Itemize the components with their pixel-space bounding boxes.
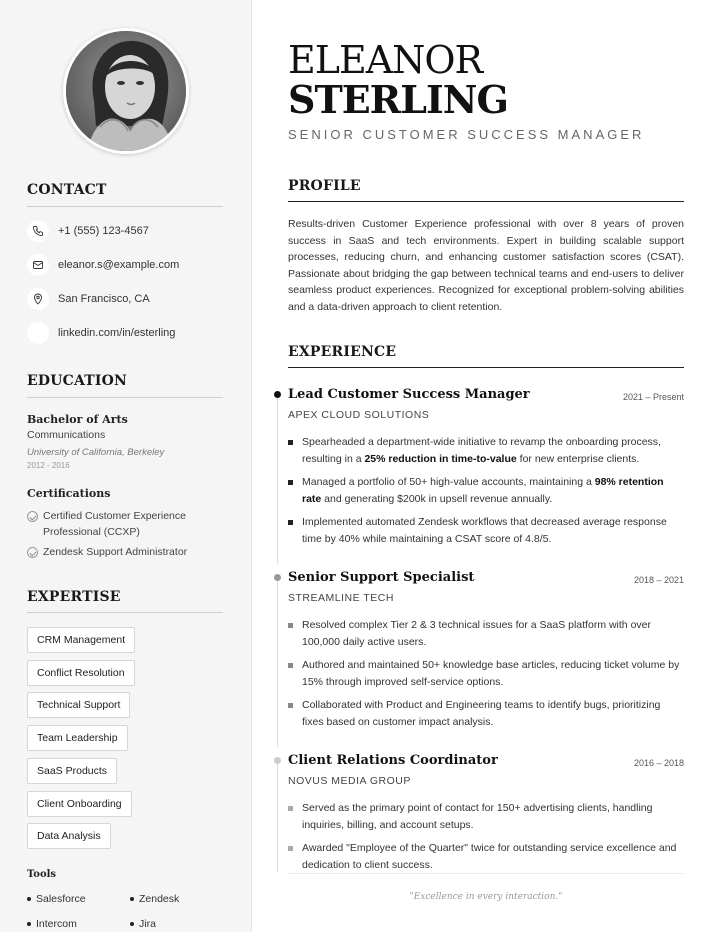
certification-line: Professional (CCXP) [43,526,140,538]
company-name: STREAMLINE TECH [288,592,394,604]
education-heading: EDUCATION [27,373,128,389]
contact-location [27,288,150,310]
bullet-text: Awarded "Employee of the Quarter" twice for outstanding service excellence and dedication to client success. [302,842,677,871]
company-name: APEX CLOUD SOLUTIONS [288,409,430,421]
degree: Bachelor of Arts [27,413,128,426]
tools-heading: Tools [27,869,57,880]
tool-item [27,918,77,930]
company-name: NOVUS MEDIA GROUP [288,775,411,787]
timeline-dot [274,757,281,764]
contact-linkedin[interactable] [27,322,175,344]
tool-label: Intercom [36,918,77,930]
bullet-text: for new enterprise clients. [516,452,640,465]
location-text: San Francisco, CA [58,293,150,305]
bullet-text: and generating $200k in upsell revenue annually. [321,492,553,505]
tool-item [130,893,179,905]
first-name: ELEANOR [288,38,483,82]
education-years: 2012 - 2016 [27,461,70,470]
profile-summary: Results-driven Customer Experience professional with over 8 years of proven success in SaaS and tech environments. Expert in building scalable support processes, reducing churn, and enhancing customer satisfaction scores (CSAT). Passionate about bridging the gap between technical teams and end-users to deliver seamless product experiences. Recognized for exceptional problem-solving abilities and a data-driven approach to client retention. [288,218,684,313]
profile-photo [63,28,189,154]
bullet-text: Authored and maintained 50+ knowledge base articles, reducing ticket volume by 15% through improved self-service options. [302,659,680,688]
bullet-highlight: 25% reduction in time-to-value [364,452,517,465]
phone-text: +1 (555) 123-4567 [58,225,149,237]
job-role: SENIOR CUSTOMER SUCCESS MANAGER [288,127,645,142]
linkedin-icon [27,322,49,344]
job-title: Client Relations Coordinator [288,753,498,768]
profile-heading: PROFILE [288,178,361,194]
skill-tag: Data Analysis [27,823,111,849]
job-dates: 2021 – Present [622,392,684,402]
certification-item [27,544,227,560]
phone-icon [27,220,49,242]
contact-phone[interactable] [27,220,149,242]
job-title: Lead Customer Success Manager [288,387,530,402]
skill-tag: Client Onboarding [27,791,132,817]
tool-item [130,918,156,930]
job-title: Senior Support Specialist [288,570,475,585]
expertise-divider [27,612,223,613]
school: University of California, Berkeley [27,447,165,458]
check-circle-icon [27,547,38,558]
timeline-dot [274,574,281,581]
main-content [252,0,720,932]
tool-item [27,893,86,905]
tool-label: Salesforce [36,893,86,905]
timeline-line [277,396,278,564]
expertise-heading: EXPERTISE [27,589,121,605]
timeline-dot [274,391,281,398]
sidebar [0,0,252,932]
certification-line: Zendesk Support Administrator [43,546,188,558]
skill-tag: CRM Management [27,627,135,653]
bullet-text: Collaborated with Product and Engineering teams to identify bugs, prioritizing fixes based on customer impact analysis. [302,699,661,728]
education-divider [27,397,223,398]
contact-email[interactable] [27,254,179,276]
location-pin-icon [27,288,49,310]
contact-heading: CONTACT [27,182,107,198]
last-name: STERLING [288,77,508,122]
check-circle-icon [27,511,38,522]
certification-item [27,508,227,540]
job-dates: 2016 – 2018 [633,758,684,768]
bullet-text: Spearheaded a department-wide initiative to revamp the onboarding process, resulting in a [302,436,661,465]
field-of-study: Communications [27,429,106,441]
job-dates: 2018 – 2021 [633,575,684,585]
mail-icon [27,254,49,276]
timeline-line [277,762,278,872]
skill-tag: Technical Support [27,692,130,718]
timeline-line [277,579,278,747]
bullet-highlight: 98% retention rate [302,476,664,505]
bullet-text: Resolved complex Tier 2 & 3 technical issues for a SaaS platform with over 100,000 daily active users. [302,619,651,648]
email-text: eleanor.s@example.com [58,259,180,271]
experience-divider [288,367,684,368]
certification-line: Certified Customer Experience [43,510,186,522]
bullet-text: Managed a portfolio of 50+ high-value accounts, maintaining a [302,476,595,488]
skill-tag: Team Leadership [27,725,128,751]
tool-label: Zendesk [139,893,180,905]
bullet-text: Implemented automated Zendesk workflows that decreased average response time by 40% while maintaining a CSAT score of 4.8/5. [302,516,667,545]
profile-divider [288,201,684,202]
bullet-dot [27,897,31,901]
skill-tag: Conflict Resolution [27,660,135,686]
bullet-dot [27,922,31,926]
footer-quote: "Excellence in every interaction." [409,892,563,902]
certifications-heading: Certifications [27,487,111,500]
bullet-dot [130,897,134,901]
bullet-text: Served as the primary point of contact for 150+ advertising clients, handling inquiries, billing, and account setups. [302,802,653,831]
contact-divider [27,206,223,207]
skill-tag: SaaS Products [27,758,117,784]
experience-heading: EXPERIENCE [288,344,397,360]
tool-label: Jira [139,918,156,930]
linkedin-text: linkedin.com/in/esterling [58,327,176,339]
bullet-dot [130,922,134,926]
